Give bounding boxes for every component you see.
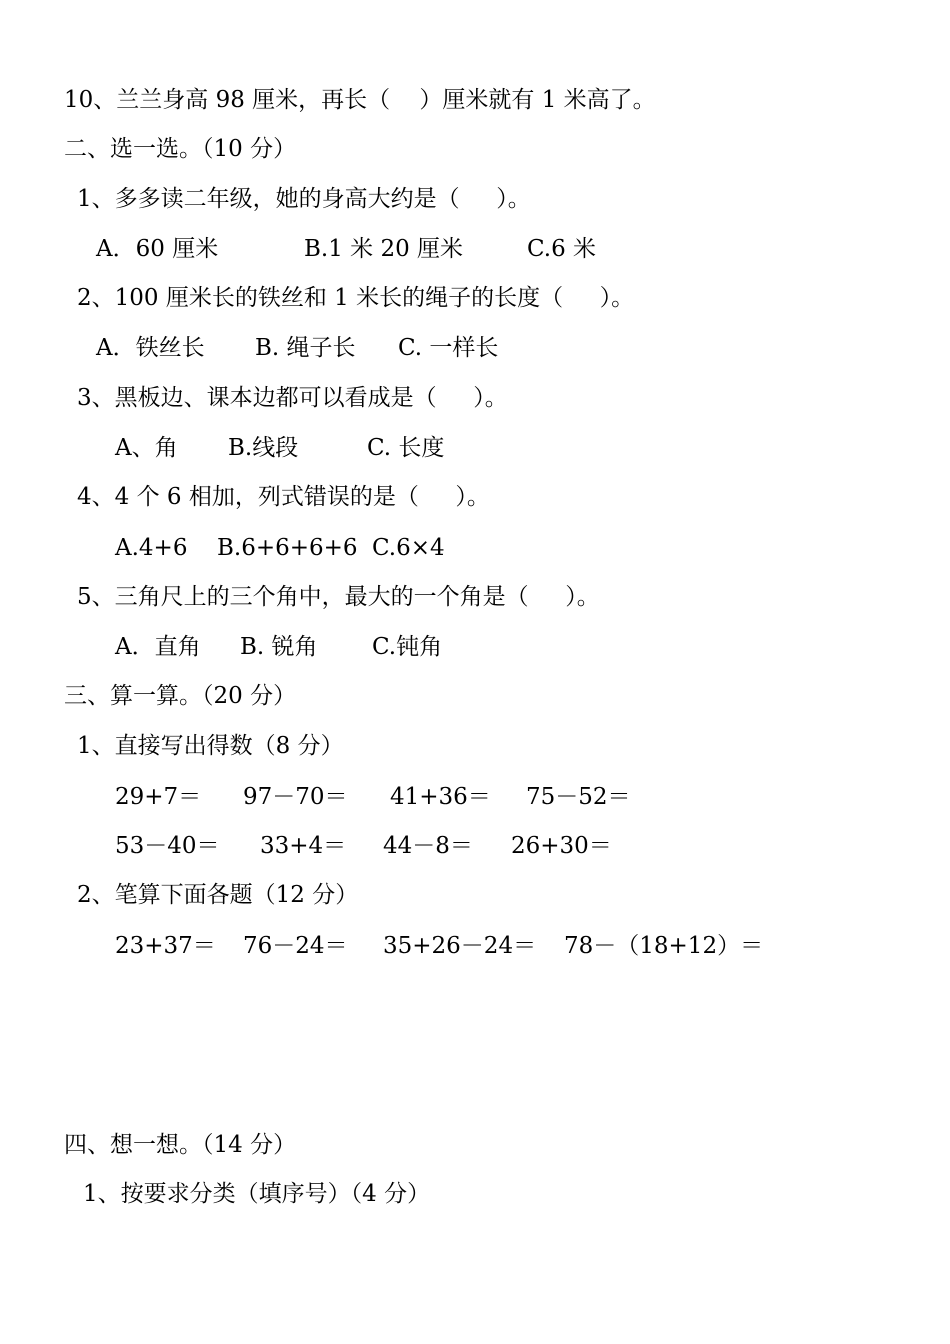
calc-item: 76－24＝: [243, 933, 348, 959]
calc-item: 78－（18+12）＝: [564, 933, 764, 959]
section-4-question-1: 1、按要求分类（填序号）（4 分）: [83, 1181, 431, 1207]
calc-item: 44－8＝: [383, 833, 473, 859]
calc-item: 26+30＝: [511, 833, 612, 859]
option-a: A、角: [115, 435, 178, 461]
option-c: C.6×4: [372, 535, 445, 561]
section-2-question-4: 4、4 个 6 相加，列式错误的是（ ）。: [77, 484, 490, 510]
calc-item: 35+26－24＝: [383, 933, 537, 959]
option-b: B.线段: [228, 435, 299, 461]
calc-item: 33+4＝: [260, 833, 347, 859]
option-b: B.6+6+6+6: [217, 535, 358, 561]
option-a: A．铁丝长: [96, 335, 205, 361]
section-2-title: 二、选一选。（10 分）: [64, 136, 297, 162]
calc-item: 97－70＝: [243, 784, 348, 810]
section-4-title: 四、想一想。（14 分）: [64, 1132, 297, 1158]
option-a: A．60 厘米: [96, 236, 219, 262]
option-c: C. 一样长: [398, 335, 499, 361]
section-3-title: 三、算一算。（20 分）: [64, 683, 297, 709]
question-10: 10、兰兰身高 98 厘米，再长（ ）厘米就有 1 米高了。: [64, 87, 656, 113]
option-a: A.4+6: [115, 535, 188, 561]
option-b: B. 绳子长: [255, 335, 356, 361]
section-2-question-5: 5、三角尺上的三个角中，最大的一个角是（ ）。: [77, 584, 600, 610]
option-b: B. 锐角: [240, 634, 318, 660]
section-2-question-1: 1、多多读二年级，她的身高大约是（ ）。: [77, 186, 531, 212]
calc-item: 75－52＝: [526, 784, 631, 810]
calc-item: 23+37＝: [115, 933, 216, 959]
section-3-question-1: 1、直接写出得数（8 分）: [77, 733, 344, 759]
option-b: B.1 米 20 厘米: [304, 236, 464, 262]
option-c: C.钝角: [372, 634, 443, 660]
section-2-question-3: 3、黑板边、课本边都可以看成是（ ）。: [77, 385, 508, 411]
section-2-question-2: 2、100 厘米长的铁丝和 1 米长的绳子的长度（ ）。: [77, 285, 635, 311]
option-c: C.6 米: [527, 236, 597, 262]
option-a: A．直角: [115, 634, 201, 660]
calc-item: 29+7＝: [115, 784, 202, 810]
calc-item: 41+36＝: [390, 784, 491, 810]
calc-item: 53－40＝: [115, 833, 220, 859]
section-3-question-2: 2、笔算下面各题（12 分）: [77, 882, 359, 908]
option-c: C. 长度: [367, 435, 445, 461]
